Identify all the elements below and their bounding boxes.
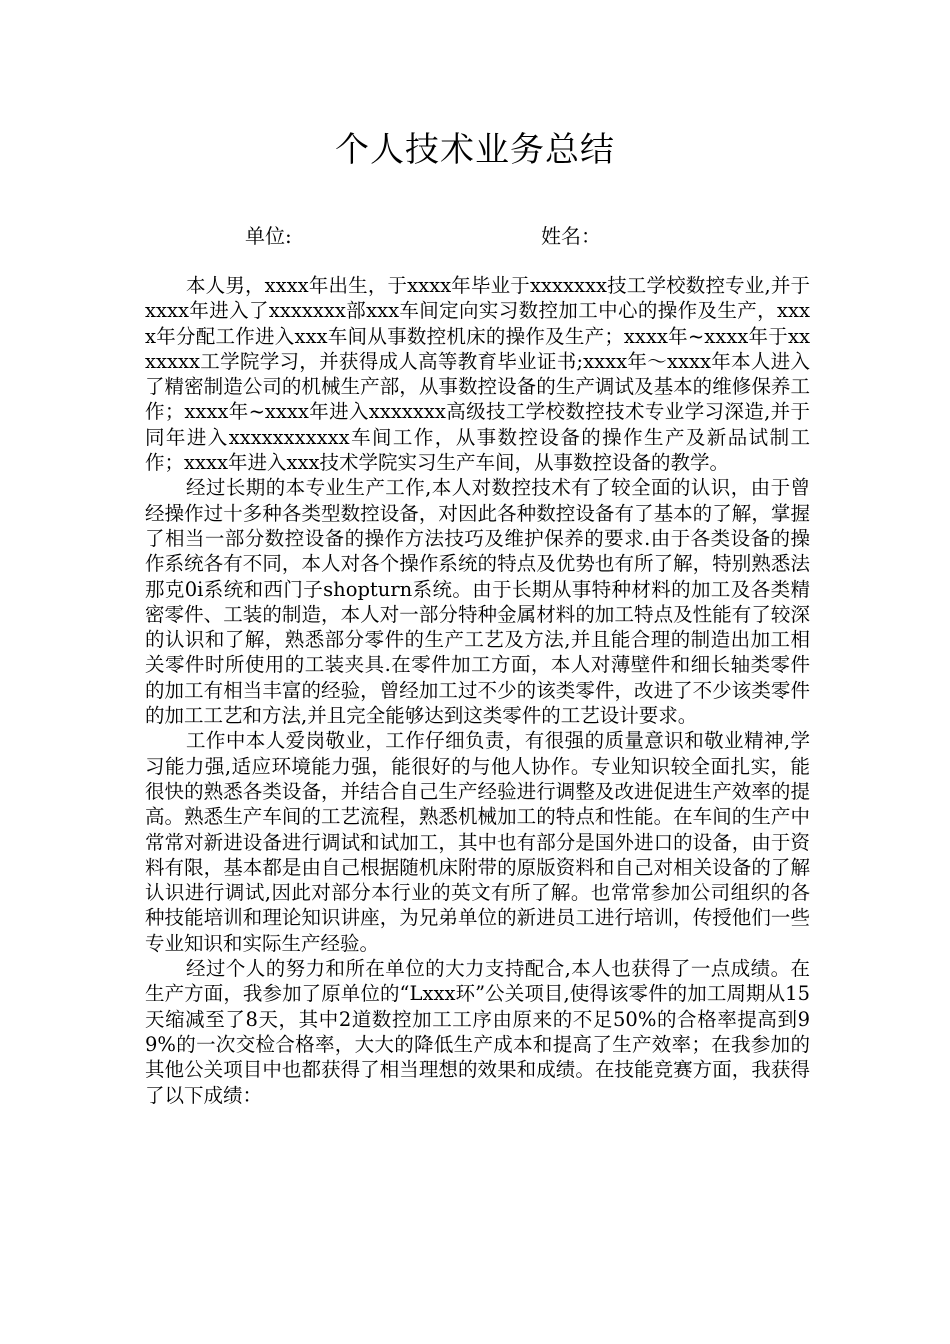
paragraph-achievements: 经过个人的努力和所在单位的大力支持配合,本人也获得了一点成绩。在生产方面，我参加了原单位的“Lxxx环”公关项目,使得该零件的加工周期从15天缩减至了8天，其中2道数控加工工序由原来的不足50%的合格率提高到99%的一次交检合格率，大大的降低生产成本和提高了生产效率；在我参加的其他公关项目中也都获得了相当理想的效果和成绩。在技能竞赛方面，我获得了以下成绩： xyxy=(145,957,810,1107)
unit-label: 单位: xyxy=(245,224,292,248)
paragraph-expertise: 经过长期的本专业生产工作,本人对数控技术有了较全面的认识，由于曾经操作过十多种各类型数控设备，对因此各种数控设备有了基本的了解，掌握了相当一部分数控设备的操作方法技巧及维护保养的要求.由于各类设备的操作系统各有不同，本人对各个操作系统的特点及优势也有所了解，特别熟悉法那克0i系统和西门子shopturn系统。由于长期从事特种材料的加工及各类精密零件、工装的制造，本人对一部分特种金属材料的加工特点及性能有了较深的认识和了解，熟悉部分零件的生产工艺及方法,并且能合理的制造出加工相关零件时所使用的工装夹具.在零件加工方面，本人对薄壁件和细长轴类零件的加工有相当丰富的经验，曾经加工过不少的该类零件，改进了不少该类零件的加工工艺和方法,并且完全能够达到这类零件的工艺设计要求。 xyxy=(145,476,810,728)
paragraph-background: 本人男，xxxx年出生，于xxxx年毕业于xxxxxxx技工学校数控专业,并于xxxx年进入了xxxxxxx部xxx车间定向实习数控加工中心的操作及生产，xxxx年分配工作进入xxx车间从事数控机床的操作及生产；xxxx年~xxxx年于xxxxxxx工学院学习，并获得成人高等教育毕业证书;xxxx年～xxxx年本人进入了精密制造公司的机械生产部，从事数控设备的生产调试及基本的维修保养工作；xxxx年~xxxx年进入xxxxxxx高级技工学校数控技术专业学习深造,并于同年进入xxxxxxxxxxx车间工作，从事数控设备的操作生产及新品试制工作；xxxx年进入xxx技术学院实习生产车间，从事数控设备的教学。 xyxy=(145,274,810,475)
document-body xyxy=(145,273,810,1108)
name-label: 姓名： xyxy=(541,224,601,248)
paragraph-work-attitude: 工作中本人爱岗敬业，工作仔细负责，有很强的质量意识和敬业精神,学习能力强,适应环境能力强，能很好的与他人协作。专业知识较全面扎实，能很快的熟悉各类设备，并结合自己生产经验进行调整及改进促进生产效率的提高。熟悉生产车间的工艺流程，熟悉机械加工的特点和性能。在车间的生产中常常对新进设备进行调试和试加工，其中也有部分是国外进口的设备，由于资料有限，基本都是由自己根据随机床附带的原版资料和自己对相关设备的了解认识进行调试,因此对部分本行业的英文有所了解。也常常参加公司组织的各种技能培训和理论知识讲座，为兄弟单位的新进员工进行培训，传授他们一些专业知识和实际生产经验。 xyxy=(145,729,810,955)
document-title: 个人技术业务总结 xyxy=(335,130,615,170)
